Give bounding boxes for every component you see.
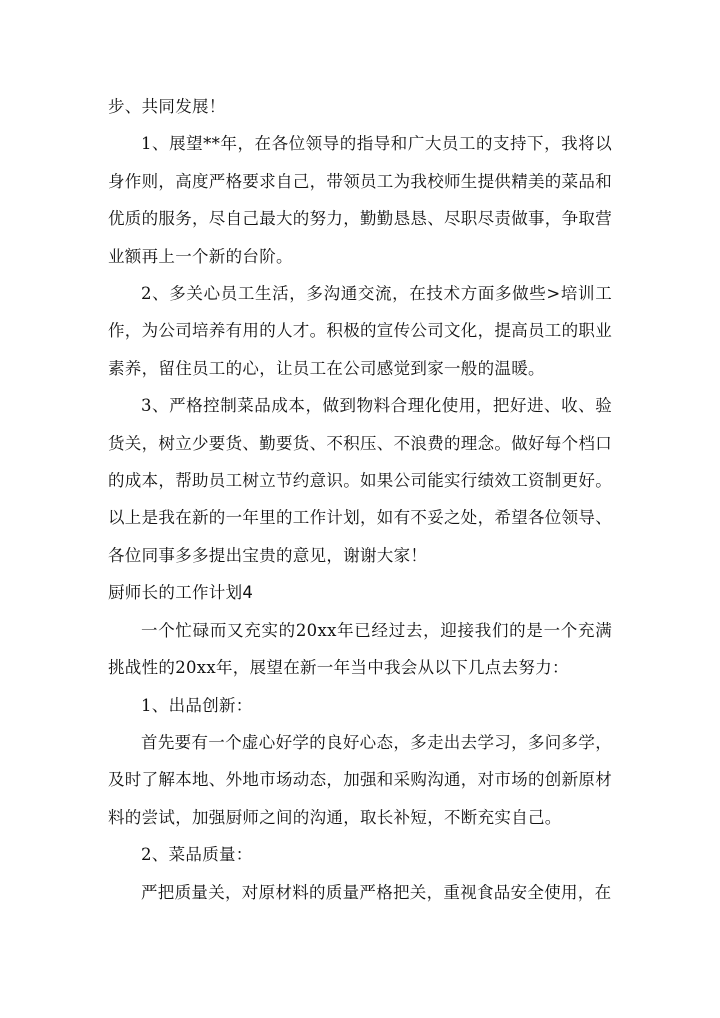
paragraph-item-1-body: 首先要有一个虚心好学的良好心态，多走出去学习，多问多学，及时了解本地、外地市场动态，加强和采购沟通，对市场的创新原材料的尝试，加强厨师之间的沟通，取长补短，不断充实自己。: [108, 732, 612, 827]
paragraph-goal-1: 1、展望**年，在各位领导的指导和广大员工的支持下，我将以身作则，高度严格要求自己，带领员工为我校师生提供精美的菜品和优质的服务，尽自己最大的努力，勤勤恳恳、尽职尽责做事，争取营业额再上一个新的台阶。: [108, 134, 612, 266]
paragraph-intro: 一个忙碌而又充实的20xx年已经过去，迎接我们的是一个充满挑战性的20xx年，展望在新一年当中我会从以下几点去努力：: [108, 620, 612, 678]
document-body: [108, 88, 612, 911]
paragraph-item-2-title: 2、菜品质量：: [141, 845, 253, 865]
paragraph-continuation: 步、共同发展！: [108, 97, 226, 116]
paragraph-item-2-body: 严把质量关，对原材料的质量严格把关，重视食品安全使用，在: [141, 882, 612, 902]
paragraph-goal-2: 2、多关心员工生活，多沟通交流，在技术方面多做些>培训工作，为公司培养有用的人才。积极的宣传公司文化，提高员工的职业素养，留住员工的心，让员工在公司感觉到家一般的温暖。: [108, 284, 612, 378]
section-heading: 厨师长的工作计划4: [108, 583, 254, 603]
paragraph-item-1-title: 1、出品创新：: [141, 695, 253, 715]
paragraph-goal-3: 3、严格控制菜品成本，做到物料合理化使用，把好进、收、验货关，树立少要货、勤要货、不积压、不浪费的理念。做好每个档口的成本，帮助员工树立节约意识。如果公司能实行绩效工资制更好。以上是我在新的一年里的工作计划，如有不妥之处，希望各位领导、各位同事多多提出宝贵的意见，谢谢大家！: [108, 396, 612, 565]
